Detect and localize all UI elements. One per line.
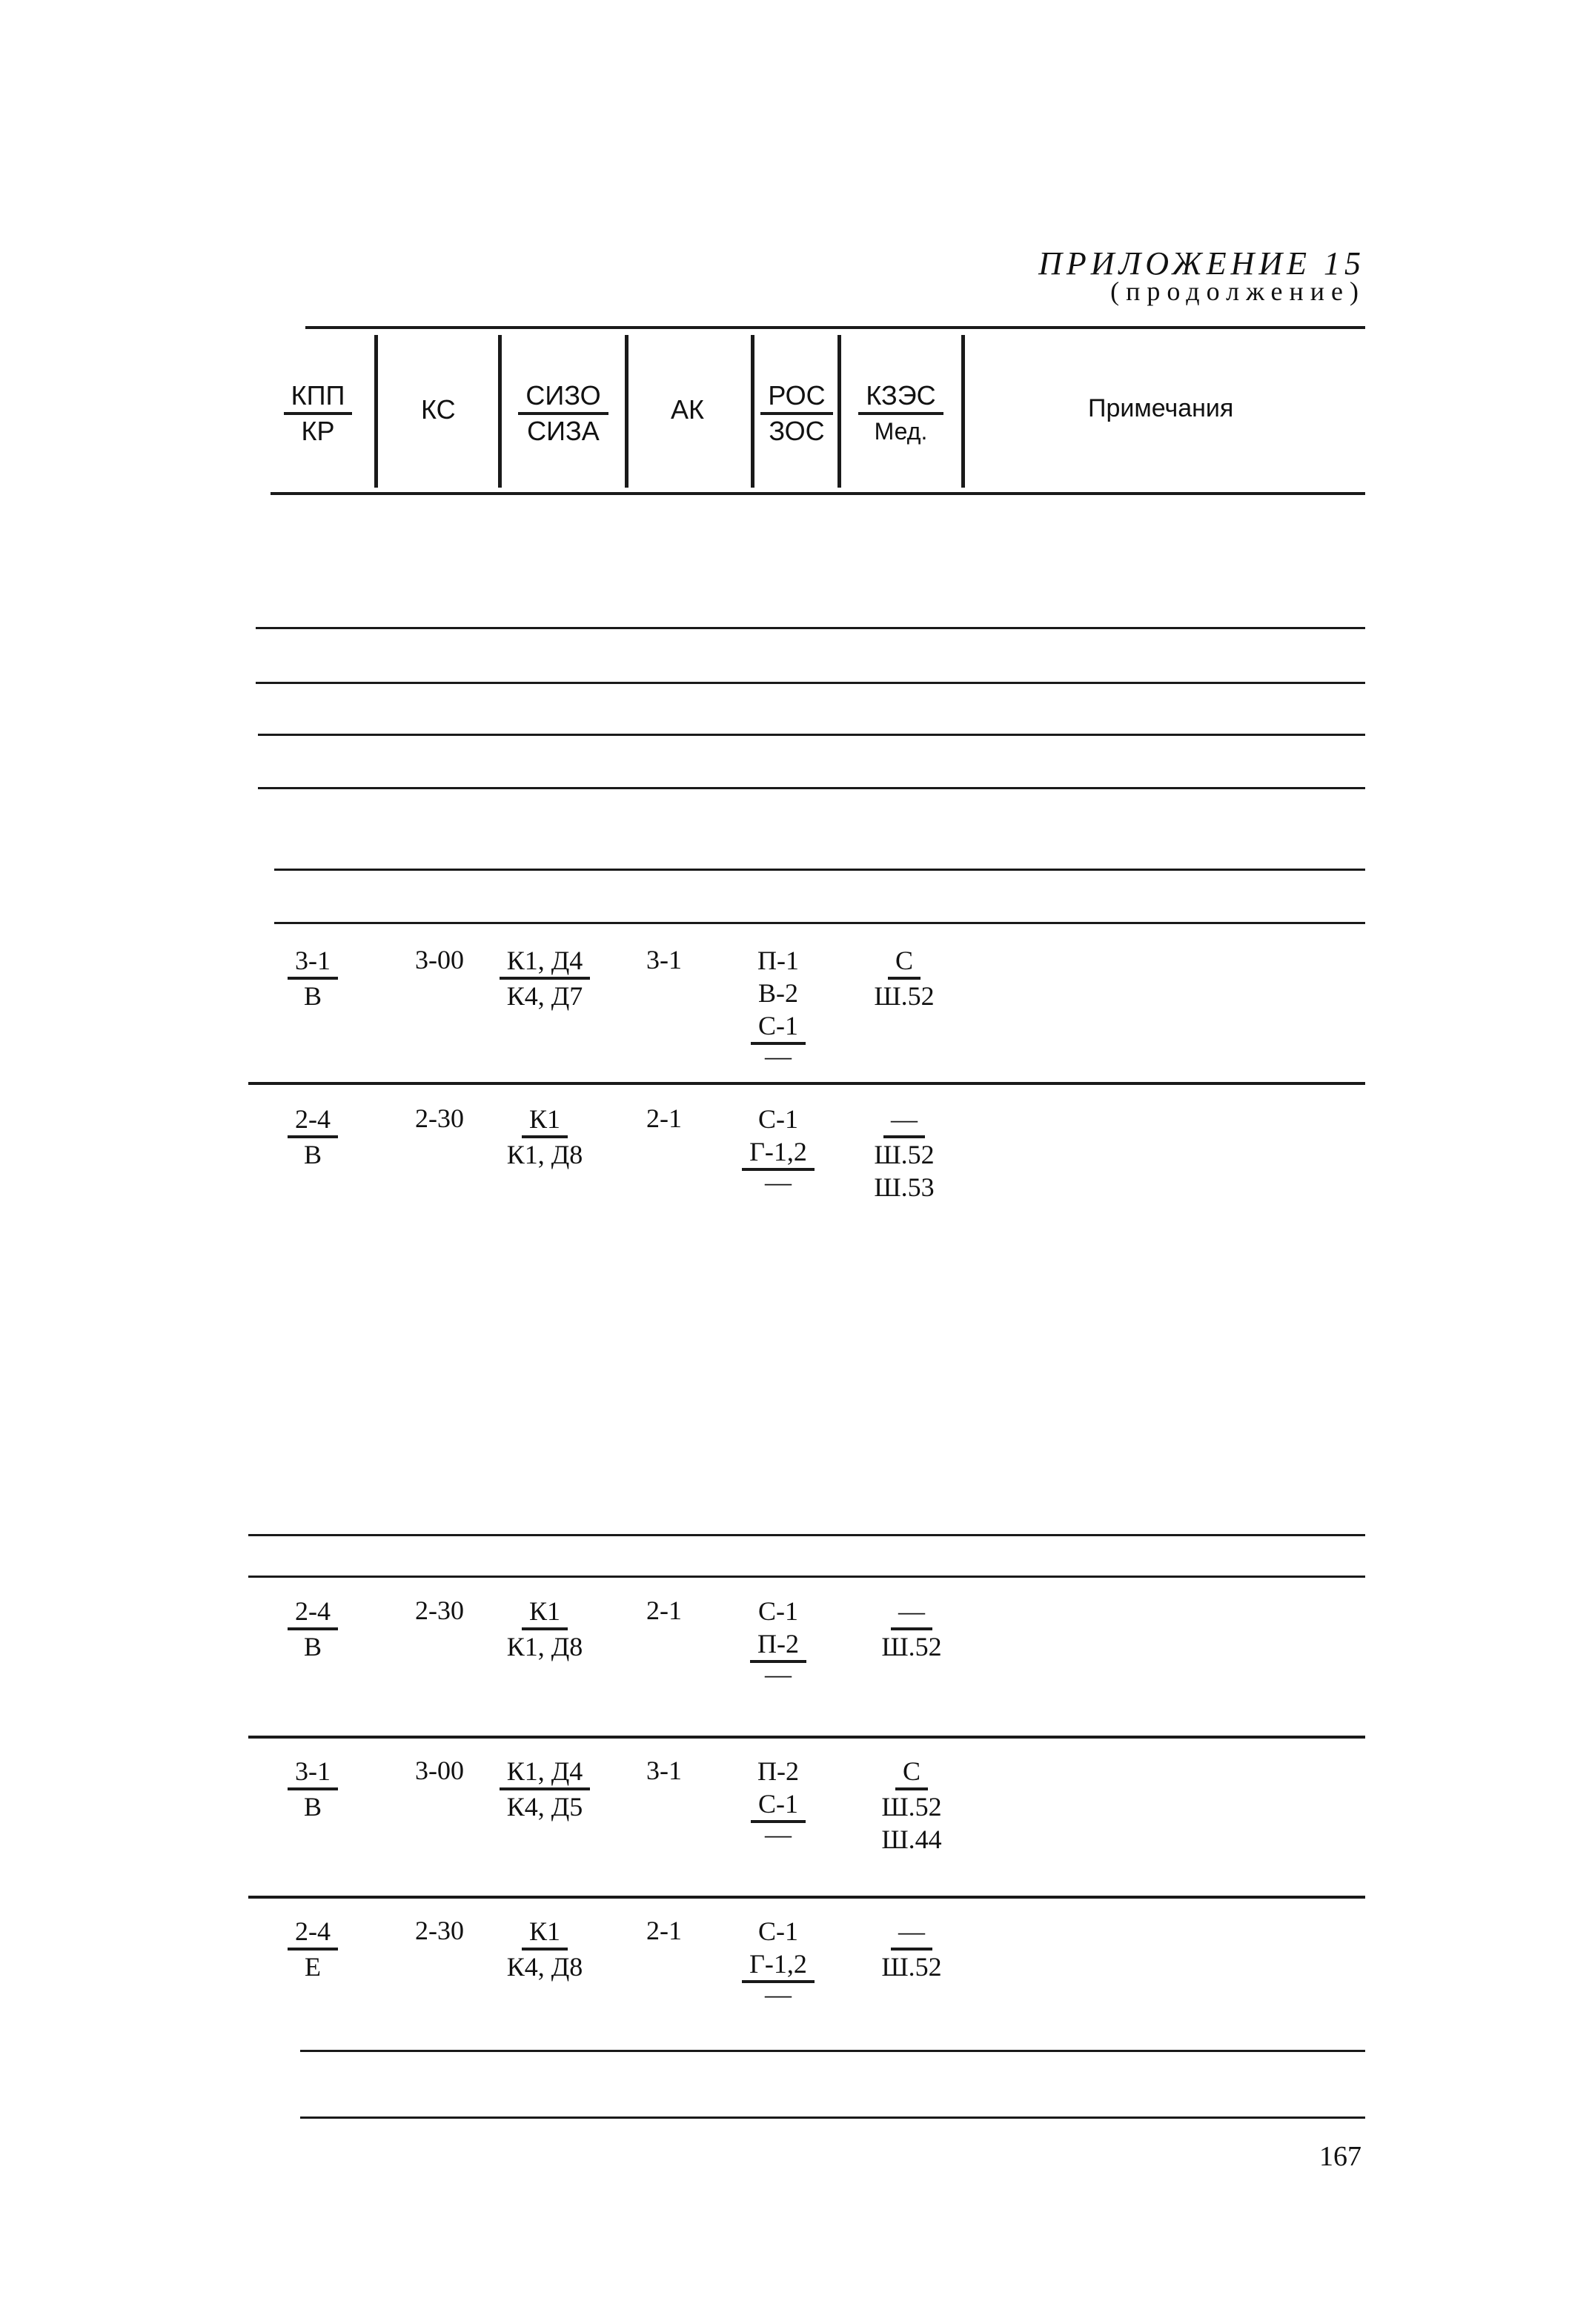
col-divider: [837, 335, 841, 488]
col-divider: [625, 335, 628, 488]
rule: [248, 1576, 1365, 1578]
table-row-2-kpp-kr: 2-4 В: [261, 1103, 365, 1171]
table-row-5-kzes-med: — Ш.52: [881, 1916, 942, 1982]
table-row-2-sizo-siza: К1 К1, Д8: [506, 1104, 583, 1169]
table-row-2-ros-zos: С-1 Г-1,2 —: [726, 1103, 830, 1193]
appendix-title: ПРИЛОЖЕНИЕ 15: [1038, 245, 1365, 282]
header-ak: АК: [671, 394, 704, 425]
table-top-rule: [305, 326, 1365, 329]
rule: [300, 2116, 1365, 2119]
table-row-4-ak: 3-1: [646, 1756, 682, 1785]
rule: [300, 2050, 1365, 2052]
page-number: 167: [1319, 2141, 1361, 2172]
table-row-5-ks: 2-30: [415, 1916, 464, 1945]
table-row-2-ak: 2-1: [646, 1103, 682, 1133]
row-divider: [248, 1082, 1365, 1085]
header-notes: Примечания: [1088, 394, 1234, 422]
table-row-5-sizo-siza: К1 К4, Д8: [506, 1916, 583, 1982]
table-row-1-kzes-med: С Ш.52: [874, 946, 935, 1011]
row-divider: [248, 1896, 1365, 1899]
col-divider: [961, 335, 965, 488]
header-ros-zos: РОС ЗОС: [760, 379, 834, 448]
col-divider: [374, 335, 378, 488]
header-kzes-med: КЗЭС Мед.: [843, 379, 958, 448]
col-divider: [498, 335, 502, 488]
table-row-4-ks: 3-00: [415, 1756, 464, 1785]
table-row-5-ros-zos: С-1 Г-1,2 —: [726, 1915, 830, 2005]
appendix-subtitle: (продолжение): [1110, 276, 1365, 306]
table-row-4-ros-zos: П-2 С-1 —: [726, 1755, 830, 1845]
header-bottom-rule: [271, 492, 1365, 495]
table-row-3-kpp-kr: 2-4 В: [261, 1595, 365, 1663]
rule: [258, 787, 1365, 789]
rule: [274, 869, 1365, 871]
table-row-2-ks: 2-30: [415, 1103, 464, 1133]
table-row-1-ks: 3-00: [415, 945, 464, 975]
rule: [258, 734, 1365, 736]
rule: [274, 922, 1365, 924]
table-row-1-ak: 3-1: [646, 945, 682, 975]
header-kpp-kr: КПП КР: [271, 379, 365, 448]
rule: [256, 627, 1365, 629]
header-ks: КС: [421, 394, 456, 425]
table-row-3-ros-zos: С-1 П-2 —: [726, 1595, 830, 1685]
rule: [256, 682, 1365, 684]
table-row-4-kzes-med: С Ш.52 Ш.44: [881, 1756, 942, 1854]
table-row-4-sizo-siza: К1, Д4 К4, Д5: [482, 1755, 608, 1823]
table-row-5-ak: 2-1: [646, 1916, 682, 1945]
table-row-2-kzes-med: — Ш.52 Ш.53: [874, 1104, 935, 1202]
table-row-1-ros-zos: П-1 В-2 С-1 —: [726, 944, 830, 1067]
header-sizo-siza: СИЗО СИЗА: [504, 379, 623, 448]
table-row-3-sizo-siza: К1 К1, Д8: [506, 1596, 583, 1661]
row-divider: [248, 1736, 1365, 1739]
table-row-1-sizo-siza: К1, Д4 К4, Д7: [482, 944, 608, 1012]
rule: [248, 1534, 1365, 1536]
table-row-5-kpp-kr: 2-4 Е: [261, 1915, 365, 1983]
table-row-4-kpp-kr: 3-1 В: [261, 1755, 365, 1823]
table-row-1-kpp-kr: 3-1 В: [261, 944, 365, 1012]
table-row-3-ak: 2-1: [646, 1596, 682, 1625]
table-row-3-kzes-med: — Ш.52: [881, 1596, 942, 1661]
table-row-3-ks: 2-30: [415, 1596, 464, 1625]
col-divider: [751, 335, 754, 488]
